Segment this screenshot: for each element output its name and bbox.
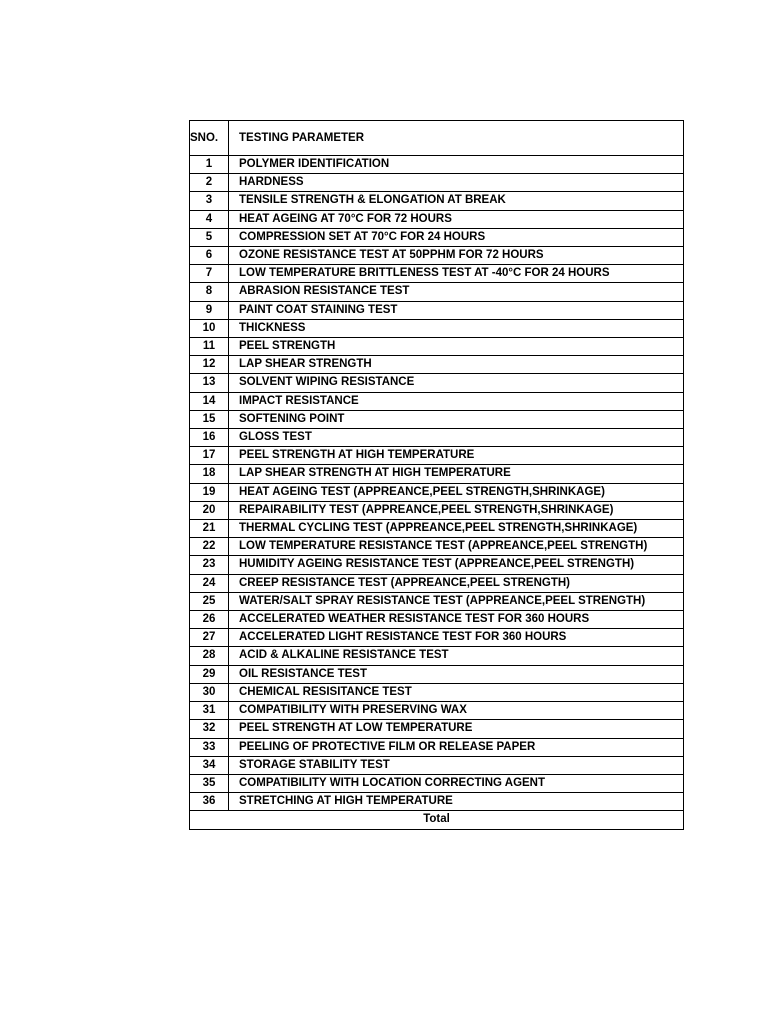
table-row	[190, 174, 684, 192]
row-sno: 31	[190, 702, 229, 720]
row-sno: 22	[190, 538, 229, 556]
table-row	[190, 756, 684, 774]
row-testing-parameter: HEAT AGEING AT 70°C FOR 72 HOURS	[229, 210, 684, 228]
row-testing-parameter: ACCELERATED LIGHT RESISTANCE TEST FOR 360 HOURS	[229, 629, 684, 647]
row-testing-parameter: LAP SHEAR STRENGTH AT HIGH TEMPERATURE	[229, 465, 684, 483]
table-row	[190, 338, 684, 356]
row-sno: 30	[190, 683, 229, 701]
row-sno: 8	[190, 283, 229, 301]
row-testing-parameter: OZONE RESISTANCE TEST AT 50PPHM FOR 72 HOURS	[229, 247, 684, 265]
row-testing-parameter: PAINT COAT STAINING TEST	[229, 301, 684, 319]
row-sno: 13	[190, 374, 229, 392]
table-row	[190, 210, 684, 228]
row-sno: 24	[190, 574, 229, 592]
row-testing-parameter: ACID & ALKALINE RESISTANCE TEST	[229, 647, 684, 665]
row-testing-parameter: REPAIRABILITY TEST (APPREANCE,PEEL STRENGTH,SHRINKAGE)	[229, 501, 684, 519]
table-row	[190, 447, 684, 465]
header-sno: SNO.	[190, 121, 229, 156]
row-sno: 15	[190, 410, 229, 428]
row-sno: 3	[190, 192, 229, 210]
testing-parameters-table	[189, 120, 684, 830]
row-sno: 9	[190, 301, 229, 319]
table-body	[190, 156, 684, 811]
row-testing-parameter: SOFTENING POINT	[229, 410, 684, 428]
row-sno: 16	[190, 429, 229, 447]
row-sno: 23	[190, 556, 229, 574]
row-testing-parameter: COMPRESSION SET AT 70°C FOR 24 HOURS	[229, 228, 684, 246]
row-testing-parameter: STORAGE STABILITY TEST	[229, 756, 684, 774]
table-row	[190, 247, 684, 265]
row-sno: 7	[190, 265, 229, 283]
row-testing-parameter: PEELING OF PROTECTIVE FILM OR RELEASE PAPER	[229, 738, 684, 756]
row-sno: 32	[190, 720, 229, 738]
table-row	[190, 738, 684, 756]
row-sno: 21	[190, 520, 229, 538]
table-row	[190, 156, 684, 174]
table-row	[190, 574, 684, 592]
row-sno: 6	[190, 247, 229, 265]
total-label: Total	[190, 811, 684, 829]
row-sno: 35	[190, 774, 229, 792]
table-row	[190, 556, 684, 574]
table-row	[190, 283, 684, 301]
table-row	[190, 538, 684, 556]
row-sno: 5	[190, 228, 229, 246]
row-testing-parameter: OIL RESISTANCE TEST	[229, 665, 684, 683]
row-sno: 20	[190, 501, 229, 519]
row-sno: 11	[190, 338, 229, 356]
row-testing-parameter: HEAT AGEING TEST (APPREANCE,PEEL STRENGTH,SHRINKAGE)	[229, 483, 684, 501]
row-sno: 19	[190, 483, 229, 501]
table-row	[190, 356, 684, 374]
table-row	[190, 629, 684, 647]
row-testing-parameter: TENSILE STRENGTH & ELONGATION AT BREAK	[229, 192, 684, 210]
row-sno: 26	[190, 611, 229, 629]
row-testing-parameter: IMPACT RESISTANCE	[229, 392, 684, 410]
row-sno: 25	[190, 592, 229, 610]
table-row	[190, 501, 684, 519]
row-testing-parameter: HARDNESS	[229, 174, 684, 192]
table-row	[190, 410, 684, 428]
table-row	[190, 793, 684, 811]
row-testing-parameter: PEEL STRENGTH AT HIGH TEMPERATURE	[229, 447, 684, 465]
table-row	[190, 665, 684, 683]
total-row	[190, 811, 684, 829]
table-row	[190, 592, 684, 610]
row-sno: 27	[190, 629, 229, 647]
table-row	[190, 774, 684, 792]
row-testing-parameter: LOW TEMPERATURE BRITTLENESS TEST AT -40°C FOR 24 HOURS	[229, 265, 684, 283]
row-sno: 28	[190, 647, 229, 665]
table-row	[190, 611, 684, 629]
table-header-row	[190, 121, 684, 156]
row-sno: 17	[190, 447, 229, 465]
row-testing-parameter: POLYMER IDENTIFICATION	[229, 156, 684, 174]
table-row	[190, 683, 684, 701]
row-testing-parameter: LAP SHEAR STRENGTH	[229, 356, 684, 374]
row-testing-parameter: HUMIDITY AGEING RESISTANCE TEST (APPREANCE,PEEL STRENGTH)	[229, 556, 684, 574]
row-testing-parameter: THERMAL CYCLING TEST (APPREANCE,PEEL STRENGTH,SHRINKAGE)	[229, 520, 684, 538]
row-testing-parameter: PEEL STRENGTH AT LOW TEMPERATURE	[229, 720, 684, 738]
row-sno: 34	[190, 756, 229, 774]
row-sno: 4	[190, 210, 229, 228]
row-testing-parameter: ACCELERATED WEATHER RESISTANCE TEST FOR 360 HOURS	[229, 611, 684, 629]
row-sno: 36	[190, 793, 229, 811]
row-sno: 12	[190, 356, 229, 374]
row-testing-parameter: COMPATIBILITY WITH PRESERVING WAX	[229, 702, 684, 720]
table-row	[190, 392, 684, 410]
row-testing-parameter: SOLVENT WIPING RESISTANCE	[229, 374, 684, 392]
row-sno: 18	[190, 465, 229, 483]
table-row	[190, 483, 684, 501]
table-row	[190, 228, 684, 246]
table-row	[190, 520, 684, 538]
row-sno: 14	[190, 392, 229, 410]
table-row	[190, 192, 684, 210]
row-testing-parameter: CREEP RESISTANCE TEST (APPREANCE,PEEL STRENGTH)	[229, 574, 684, 592]
row-sno: 2	[190, 174, 229, 192]
table-row	[190, 647, 684, 665]
table-row	[190, 374, 684, 392]
row-testing-parameter: LOW TEMPERATURE RESISTANCE TEST (APPREANCE,PEEL STRENGTH)	[229, 538, 684, 556]
row-testing-parameter: PEEL STRENGTH	[229, 338, 684, 356]
header-testing-parameter: TESTING PARAMETER	[229, 121, 684, 156]
row-sno: 10	[190, 319, 229, 337]
row-testing-parameter: ABRASION RESISTANCE TEST	[229, 283, 684, 301]
row-testing-parameter: WATER/SALT SPRAY RESISTANCE TEST (APPREANCE,PEEL STRENGTH)	[229, 592, 684, 610]
table-row	[190, 301, 684, 319]
table-row	[190, 465, 684, 483]
row-testing-parameter: CHEMICAL RESISITANCE TEST	[229, 683, 684, 701]
row-sno: 33	[190, 738, 229, 756]
table-row	[190, 702, 684, 720]
row-testing-parameter: STRETCHING AT HIGH TEMPERATURE	[229, 793, 684, 811]
table-row	[190, 720, 684, 738]
table-row	[190, 429, 684, 447]
row-testing-parameter: GLOSS TEST	[229, 429, 684, 447]
table-row	[190, 265, 684, 283]
row-sno: 29	[190, 665, 229, 683]
row-sno: 1	[190, 156, 229, 174]
row-testing-parameter: COMPATIBILITY WITH LOCATION CORRECTING AGENT	[229, 774, 684, 792]
row-testing-parameter: THICKNESS	[229, 319, 684, 337]
table-row	[190, 319, 684, 337]
